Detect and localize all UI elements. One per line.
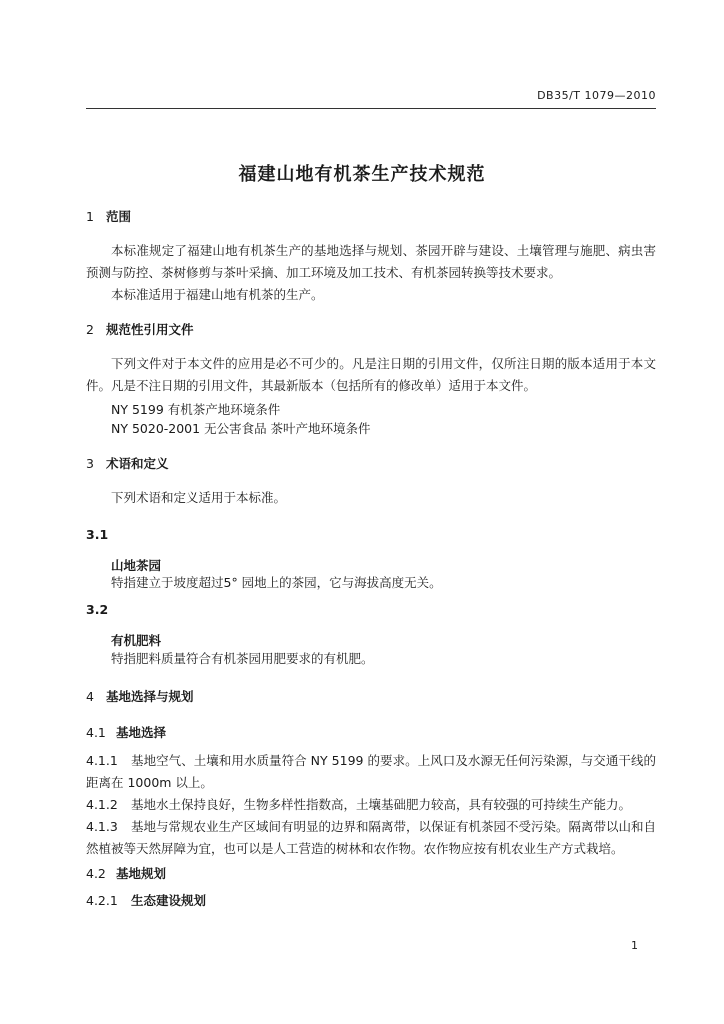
term-1: 山地茶园 (111, 558, 162, 573)
subsection-4-2-heading (86, 864, 166, 882)
subsection-title: 基地规划 (116, 866, 167, 881)
section-title: 范围 (106, 209, 132, 224)
clause-4-1-1 (86, 750, 656, 794)
section-number: 4 (86, 689, 94, 704)
clause-text: 基地空气、土壤和用水质量符合 NY 5199 的要求。上风口及水源无任何污染源，与交通干线的距离在 1000m 以上。 (86, 753, 656, 790)
section-1-paragraph-1: 本标准规定了福建山地有机茶生产的基地选择与规划、茶园开辟与建设、土壤管理与施肥、病虫害预测与防控、茶树修剪与茶叶采摘、加工环境及加工技术、有机茶园转换等技术要求。 (86, 243, 656, 280)
section-number: 1 (86, 209, 94, 224)
clause-4-1-2 (86, 794, 656, 816)
term-2-definition: 特指肥料质量符合有机茶园用肥要求的有机肥。 (111, 651, 374, 666)
document-title: 福建山地有机茶生产技术规范 (238, 164, 486, 185)
page-number: 1 (631, 939, 638, 952)
section-2-paragraph-1: 下列文件对于本文件的应用是必不可少的。凡是注日期的引用文件，仅所注日期的版本适用于本文件。凡是不注日期的引用文件，其最新版本（包括所有的修改单）适用于本文件。 (86, 356, 656, 393)
section-number: 2 (86, 322, 94, 337)
clause-4-1-3 (86, 816, 656, 860)
subsection-title: 基地选择 (116, 725, 167, 740)
section-4-heading (86, 687, 194, 705)
clause-number: 4.1.1 (86, 753, 118, 768)
clause-3-2-number: 3.2 (86, 602, 109, 617)
reference-2: NY 5020-2001 无公害食品 茶叶产地环境条件 (111, 421, 371, 436)
subsection-number: 4.2 (86, 866, 106, 881)
clause-text: 基地与常规农业生产区域间有明显的边界和隔离带，以保证有机茶园不受污染。隔离带以山和自然植被等天然屏障为宜，也可以是人工营造的树林和农作物。农作物应按有机农业生产方式栽培。 (86, 819, 657, 856)
standard-code: DB35/T 1079—2010 (537, 89, 656, 102)
subsection-4-1-heading (86, 723, 166, 741)
section-2-heading (86, 320, 194, 338)
section-title: 规范性引用文件 (106, 322, 194, 337)
section-3-paragraph-1: 下列术语和定义适用于本标准。 (111, 490, 287, 505)
clause-number: 4.1.3 (86, 819, 118, 834)
section-1-heading (86, 207, 131, 225)
clause-number: 4.1.2 (86, 797, 118, 812)
clause-number: 4.2.1 (86, 893, 118, 908)
section-number: 3 (86, 456, 94, 471)
term-2: 有机肥料 (111, 633, 162, 648)
clause-text: 基地水土保持良好，生物多样性指数高，土壤基础肥力较高，具有较强的可持续生产能力。 (131, 797, 632, 812)
term-1-definition: 特指建立于坡度超过5° 园地上的茶园，它与海拔高度无关。 (111, 575, 442, 590)
section-3-heading (86, 454, 169, 472)
clause-3-1-number: 3.1 (86, 527, 109, 542)
section-title: 术语和定义 (106, 456, 169, 471)
reference-1: NY 5199 有机茶产地环境条件 (111, 402, 281, 417)
header-rule (86, 108, 656, 109)
section-title: 基地选择与规划 (106, 689, 194, 704)
subsection-number: 4.1 (86, 725, 106, 740)
clause-4-2-1-heading (86, 891, 206, 909)
section-1-paragraph-2: 本标准适用于福建山地有机茶的生产。 (111, 287, 324, 302)
clause-title: 生态建设规划 (131, 893, 207, 908)
